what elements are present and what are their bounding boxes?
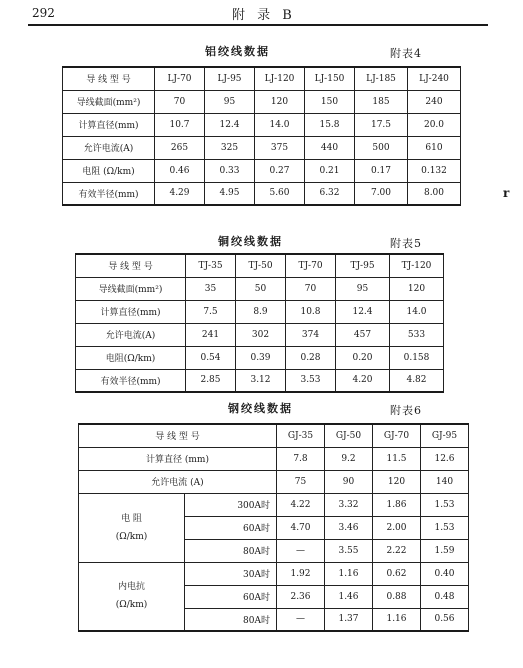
column-header: LJ-240 (408, 67, 461, 90)
table-cell: 11.5 (373, 447, 421, 470)
table-cell: 2.22 (373, 539, 421, 562)
table4-caption: 铝绞线数据 (205, 45, 270, 58)
column-header: LJ-70 (155, 67, 205, 90)
table-cell: 14.0 (390, 300, 444, 323)
table-cell: 1.16 (373, 608, 421, 631)
table-cell: — (277, 539, 325, 562)
table-cell: 4.82 (390, 369, 444, 392)
table-row (63, 113, 461, 136)
table-cell: 2.00 (373, 516, 421, 539)
resistance-group-unit: (Ω/km) (115, 531, 148, 542)
current-condition: 30A时 (185, 562, 277, 585)
table-cell: 500 (355, 136, 408, 159)
table-cell: 1.59 (421, 539, 469, 562)
table-cell: 0.33 (205, 159, 255, 182)
table-cell: 8.00 (408, 182, 461, 205)
table-cell: 1.53 (421, 516, 469, 539)
table-cell: 0.28 (286, 346, 336, 369)
column-header: TJ-50 (236, 254, 286, 277)
table-cell: 0.27 (255, 159, 305, 182)
table6 (78, 423, 469, 632)
table-cell: 0.40 (421, 562, 469, 585)
page-number: 292 (32, 6, 55, 20)
column-header: TJ-35 (186, 254, 236, 277)
table-cell: 12.4 (205, 113, 255, 136)
table-cell: 0.88 (373, 585, 421, 608)
resistance-group (79, 493, 185, 562)
table-cell: 3.32 (325, 493, 373, 516)
table-cell: 241 (186, 323, 236, 346)
header-rule (28, 24, 488, 26)
table-cell: 375 (255, 136, 305, 159)
table-cell: 10.7 (155, 113, 205, 136)
table-cell: 0.48 (421, 585, 469, 608)
table-cell: 4.29 (155, 182, 205, 205)
page-title: 附 录 B (232, 8, 296, 23)
column-header: TJ-120 (390, 254, 444, 277)
current-condition: 300A时 (185, 493, 277, 516)
table6-number: 附表6 (390, 404, 422, 417)
column-header: LJ-150 (305, 67, 355, 90)
table-cell: 14.0 (255, 113, 305, 136)
column-header: TJ-70 (286, 254, 336, 277)
table-cell: 0.17 (355, 159, 408, 182)
table-row (63, 182, 461, 205)
table-cell: 3.12 (236, 369, 286, 392)
table-cell: 3.46 (325, 516, 373, 539)
table-row (63, 90, 461, 113)
table-cell: 325 (205, 136, 255, 159)
table-cell: 2.36 (277, 585, 325, 608)
current-condition: 80A时 (185, 608, 277, 631)
table-cell: 120 (255, 90, 305, 113)
column-header: GJ-35 (277, 424, 325, 447)
row-label: 计算直径(mm) (76, 300, 186, 323)
table-cell: 0.54 (186, 346, 236, 369)
table-cell: 7.00 (355, 182, 408, 205)
row-label: 电阻(Ω/km) (76, 346, 186, 369)
table-row (76, 323, 444, 346)
row-label: 有效半径(mm) (76, 369, 186, 392)
table-cell: 1.16 (325, 562, 373, 585)
column-header: GJ-70 (373, 424, 421, 447)
row-label: 导线截面(mm²) (76, 277, 186, 300)
table-cell: 0.20 (336, 346, 390, 369)
table-cell: 3.55 (325, 539, 373, 562)
table-cell: 50 (236, 277, 286, 300)
column-header: LJ-95 (205, 67, 255, 90)
table5 (75, 253, 444, 393)
table-cell: 9.2 (325, 447, 373, 470)
table-row (76, 300, 444, 323)
column-header-label: 导 线 型 号 (79, 424, 277, 447)
table-row (79, 470, 469, 493)
reactance-group (79, 562, 185, 631)
table-cell: 7.8 (277, 447, 325, 470)
current-condition: 60A时 (185, 516, 277, 539)
table-cell: 70 (286, 277, 336, 300)
table-cell: 240 (408, 90, 461, 113)
table5-caption: 铜绞线数据 (218, 235, 283, 248)
table-cell: 265 (155, 136, 205, 159)
table-cell: 5.60 (255, 182, 305, 205)
column-header: TJ-95 (336, 254, 390, 277)
row-label: 有效半径(mm) (63, 182, 155, 205)
table-cell: 0.21 (305, 159, 355, 182)
table-cell: 302 (236, 323, 286, 346)
table-cell: 0.39 (236, 346, 286, 369)
table-cell: 4.22 (277, 493, 325, 516)
column-header: LJ-120 (255, 67, 305, 90)
table-cell: 374 (286, 323, 336, 346)
table-row (76, 277, 444, 300)
table-row (63, 136, 461, 159)
column-header: GJ-50 (325, 424, 373, 447)
row-label: 电阻 (Ω/km) (63, 159, 155, 182)
table-cell: 20.0 (408, 113, 461, 136)
table-cell: 75 (277, 470, 325, 493)
table4-number: 附表4 (390, 47, 422, 60)
column-header: LJ-185 (355, 67, 408, 90)
table-cell: 10.8 (286, 300, 336, 323)
table-cell: 12.4 (336, 300, 390, 323)
table-cell: 2.85 (186, 369, 236, 392)
table-cell: 12.6 (421, 447, 469, 470)
table-cell: 17.5 (355, 113, 408, 136)
row-label: 允许电流 (A) (79, 470, 277, 493)
table-cell: 1.86 (373, 493, 421, 516)
resistance-group-title: 电 阻 (121, 513, 142, 524)
table-cell: 0.158 (390, 346, 444, 369)
table-cell: 0.46 (155, 159, 205, 182)
table-cell: 185 (355, 90, 408, 113)
table-cell: 95 (336, 277, 390, 300)
table-cell: 150 (305, 90, 355, 113)
column-header-label: 导 线 型 号 (76, 254, 186, 277)
table-cell: 610 (408, 136, 461, 159)
table-cell: 440 (305, 136, 355, 159)
table-cell: 1.46 (325, 585, 373, 608)
table-cell: 120 (390, 277, 444, 300)
table-cell: 4.95 (205, 182, 255, 205)
table-cell: 0.132 (408, 159, 461, 182)
table6-header-row (79, 424, 469, 447)
table-cell: 3.53 (286, 369, 336, 392)
row-label: 允许电流(A) (63, 136, 155, 159)
row-label: 计算直径 (mm) (79, 447, 277, 470)
table-cell: — (277, 608, 325, 631)
table-cell: 140 (421, 470, 469, 493)
table-cell: 95 (205, 90, 255, 113)
table-cell: 70 (155, 90, 205, 113)
row-label: 导线截面(mm²) (63, 90, 155, 113)
table-row (79, 562, 469, 585)
table-row (79, 447, 469, 470)
table-cell: 35 (186, 277, 236, 300)
column-header-label: 导 线 型 号 (63, 67, 155, 90)
table-cell: 6.32 (305, 182, 355, 205)
table5-header-row (76, 254, 444, 277)
table-cell: 0.56 (421, 608, 469, 631)
table-cell: 7.5 (186, 300, 236, 323)
table-cell: 4.20 (336, 369, 390, 392)
row-label: 计算直径(mm) (63, 113, 155, 136)
table-cell: 457 (336, 323, 390, 346)
current-condition: 80A时 (185, 539, 277, 562)
column-header: GJ-95 (421, 424, 469, 447)
table-cell: 1.37 (325, 608, 373, 631)
current-condition: 60A时 (185, 585, 277, 608)
table-cell: 1.53 (421, 493, 469, 516)
table4 (62, 66, 461, 206)
table-row (76, 346, 444, 369)
table-cell: 8.9 (236, 300, 286, 323)
table-cell: 533 (390, 323, 444, 346)
table4-header-row (63, 67, 461, 90)
table-cell: 90 (325, 470, 373, 493)
table-row (76, 369, 444, 392)
row-label: 允许电流(A) (76, 323, 186, 346)
table-cell: 1.92 (277, 562, 325, 585)
table-cell: 0.62 (373, 562, 421, 585)
table-cell: 120 (373, 470, 421, 493)
table-row (79, 493, 469, 516)
side-mark: r (503, 186, 510, 200)
table-row (63, 159, 461, 182)
table-cell: 15.8 (305, 113, 355, 136)
table5-number: 附表5 (390, 237, 422, 250)
table6-caption: 钢绞线数据 (228, 402, 293, 415)
table-cell: 4.70 (277, 516, 325, 539)
reactance-group-title: 内电抗 (117, 582, 145, 593)
reactance-group-unit: (Ω/km) (115, 600, 148, 611)
